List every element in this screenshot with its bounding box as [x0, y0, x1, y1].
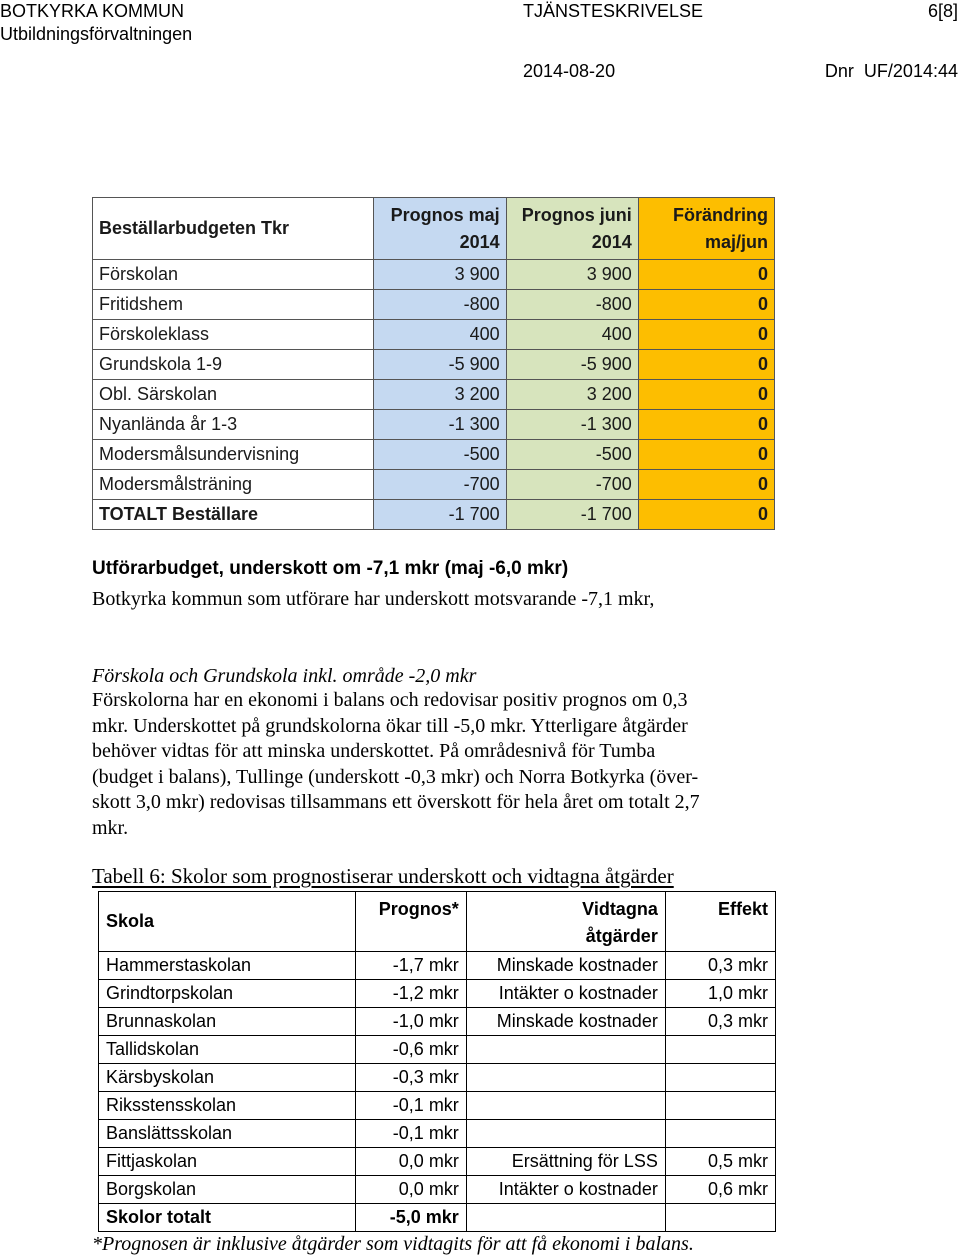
- budget-cell-june: -5 900: [506, 350, 638, 380]
- schools-header-forecast: Prognos*: [356, 892, 467, 952]
- budget-cell-category: Obl. Särskolan: [93, 380, 374, 410]
- budget-cell-june: -1 700: [506, 500, 638, 530]
- document-date: 2014-08-20: [523, 61, 616, 81]
- school-measure: Minskade kostnader: [466, 952, 665, 980]
- budget-cell-june: -1 300: [506, 410, 638, 440]
- budget-row: [93, 290, 775, 320]
- school-name: Skolor totalt: [99, 1204, 356, 1232]
- section-title: Utförarbudget, underskott om -7,1 mkr (maj -6,0 mkr): [92, 558, 569, 579]
- school-effect: [665, 1064, 775, 1092]
- paragraph-line: behöver vidtas för att minska underskottet. På områdesnivå för Tumba: [92, 740, 656, 763]
- school-effect: [665, 1120, 775, 1148]
- budget-cell-june: 400: [506, 320, 638, 350]
- paragraph-line: (budget i balans), Tullinge (underskott -0,3 mkr) och Norra Botkyrka (över-: [92, 765, 699, 788]
- budget-cell-may: 3 200: [374, 380, 506, 410]
- school-forecast: -0,3 mkr: [356, 1064, 467, 1092]
- schools-row: [99, 952, 776, 980]
- budget-cell-change: 0: [638, 500, 774, 530]
- school-effect: [665, 1036, 775, 1064]
- registration-number: Dnr UF/2014:44: [824, 61, 958, 81]
- schools-row: [99, 1064, 776, 1092]
- page-number: 6[8]: [927, 1, 958, 21]
- budget-cell-category: Fritidshem: [93, 290, 374, 320]
- budget-row: [93, 320, 775, 350]
- school-name: Grindtorpskolan: [99, 980, 356, 1008]
- budget-cell-may: -500: [374, 440, 506, 470]
- paragraph-line: skott 3,0 mkr) redovisas tillsammans ett överskott för hela året om totalt 2,7: [92, 791, 700, 814]
- schools-row: [99, 980, 776, 1008]
- school-name: Borgskolan: [99, 1176, 356, 1204]
- schools-header-effect: Effekt: [665, 892, 775, 952]
- budget-row: [93, 380, 775, 410]
- budget-cell-june: 3 900: [506, 260, 638, 290]
- body-paragraph: [92, 688, 792, 842]
- school-measure: Intäkter o kostnader: [466, 980, 665, 1008]
- school-effect: [665, 1092, 775, 1120]
- school-name: Kärsbyskolan: [99, 1064, 356, 1092]
- budget-header-category: Beställarbudgeten Tkr: [93, 198, 374, 260]
- school-forecast: -0,1 mkr: [356, 1092, 467, 1120]
- budget-table: [92, 197, 775, 530]
- budget-row: [93, 470, 775, 500]
- budget-cell-june: -800: [506, 290, 638, 320]
- schools-row: [99, 1148, 776, 1176]
- school-effect: 0,5 mkr: [665, 1148, 775, 1176]
- budget-row: [93, 350, 775, 380]
- budget-header-change: Förändring maj/jun: [638, 198, 774, 260]
- school-measure: Ersättning för LSS: [466, 1148, 665, 1176]
- school-name: Banslättsskolan: [99, 1120, 356, 1148]
- budget-cell-change: 0: [638, 350, 774, 380]
- budget-cell-category: Grundskola 1-9: [93, 350, 374, 380]
- organization-name: BOTKYRKA KOMMUN: [0, 1, 185, 21]
- schools-row: [99, 1036, 776, 1064]
- schools-total-row: [99, 1204, 776, 1232]
- budget-cell-june: 3 200: [506, 380, 638, 410]
- budget-row: [93, 410, 775, 440]
- schools-header-measures: Vidtagna åtgärder: [466, 892, 665, 952]
- school-name: Fittjaskolan: [99, 1148, 356, 1176]
- paragraph-line: mkr.: [92, 816, 129, 839]
- budget-cell-change: 0: [638, 440, 774, 470]
- budget-cell-change: 0: [638, 470, 774, 500]
- budget-cell-category: Modersmålsträning: [93, 470, 374, 500]
- school-forecast: -5,0 mkr: [356, 1204, 467, 1232]
- budget-row: [93, 260, 775, 290]
- budget-cell-june: -700: [506, 470, 638, 500]
- budget-cell-may: -800: [374, 290, 506, 320]
- budget-cell-may: -1 700: [374, 500, 506, 530]
- budget-cell-june: -500: [506, 440, 638, 470]
- school-measure: Minskade kostnader: [466, 1008, 665, 1036]
- budget-cell-category: Modersmålsundervisning: [93, 440, 374, 470]
- schools-row: [99, 1120, 776, 1148]
- school-name: Hammerstaskolan: [99, 952, 356, 980]
- schools-row: [99, 1176, 776, 1204]
- school-forecast: -1,7 mkr: [356, 952, 467, 980]
- school-measure: [466, 1120, 665, 1148]
- school-effect: [665, 1204, 775, 1232]
- department-name: Utbildningsförvaltningen: [0, 24, 193, 44]
- budget-cell-may: -700: [374, 470, 506, 500]
- school-effect: 0,6 mkr: [665, 1176, 775, 1204]
- budget-row: [93, 440, 775, 470]
- school-forecast: -1,2 mkr: [356, 980, 467, 1008]
- school-name: Riksstensskolan: [99, 1092, 356, 1120]
- budget-cell-may: 3 900: [374, 260, 506, 290]
- document-type: TJÄNSTESKRIVELSE: [523, 1, 704, 21]
- school-effect: 0,3 mkr: [665, 1008, 775, 1036]
- budget-cell-may: 400: [374, 320, 506, 350]
- school-forecast: -0,6 mkr: [356, 1036, 467, 1064]
- budget-cell-change: 0: [638, 290, 774, 320]
- subsection-title: Förskola och Grundskola inkl. område -2,0 mkr: [92, 665, 477, 687]
- paragraph-line: Förskolorna har en ekonomi i balans och redovisar positiv prognos om 0,3: [92, 689, 688, 711]
- school-forecast: -0,1 mkr: [356, 1120, 467, 1148]
- school-measure: [466, 1064, 665, 1092]
- budget-cell-category: Nyanlända år 1-3: [93, 410, 374, 440]
- budget-header-may: Prognos maj 2014: [374, 198, 506, 260]
- budget-cell-may: -1 300: [374, 410, 506, 440]
- school-forecast: 0,0 mkr: [356, 1176, 467, 1204]
- schools-table: [98, 891, 776, 1232]
- budget-cell-category: Förskolan: [93, 260, 374, 290]
- school-measure: [466, 1036, 665, 1064]
- school-effect: 0,3 mkr: [665, 952, 775, 980]
- school-measure: [466, 1092, 665, 1120]
- school-name: Brunnaskolan: [99, 1008, 356, 1036]
- budget-cell-category: Förskoleklass: [93, 320, 374, 350]
- school-measure: Intäkter o kostnader: [466, 1176, 665, 1204]
- schools-header-school: Skola: [99, 892, 356, 952]
- budget-header-june: Prognos juni 2014: [506, 198, 638, 260]
- school-forecast: -1,0 mkr: [356, 1008, 467, 1036]
- schools-header-row: [99, 892, 776, 952]
- school-name: Tallidskolan: [99, 1036, 356, 1064]
- budget-total-row: [93, 500, 775, 530]
- schools-row: [99, 1008, 776, 1036]
- school-forecast: 0,0 mkr: [356, 1148, 467, 1176]
- budget-cell-may: -5 900: [374, 350, 506, 380]
- table-caption: Tabell 6: Skolor som prognostiserar underskott och vidtagna åtgärder: [92, 864, 674, 888]
- budget-header-row: [93, 198, 775, 260]
- budget-cell-change: 0: [638, 410, 774, 440]
- budget-cell-category: TOTALT Beställare: [93, 500, 374, 530]
- school-measure: [466, 1204, 665, 1232]
- budget-cell-change: 0: [638, 260, 774, 290]
- school-effect: 1,0 mkr: [665, 980, 775, 1008]
- budget-cell-change: 0: [638, 320, 774, 350]
- paragraph-line: mkr. Underskottet på grundskolorna ökar till -5,0 mkr. Ytterligare åtgärder: [92, 714, 688, 737]
- intro-paragraph: Botkyrka kommun som utförare har underskott motsvarande -7,1 mkr,: [92, 588, 655, 610]
- footnote: *Prognosen är inklusive åtgärder som vidtagits för att få ekonomi i balans.: [92, 1233, 694, 1255]
- budget-cell-change: 0: [638, 380, 774, 410]
- schools-row: [99, 1092, 776, 1120]
